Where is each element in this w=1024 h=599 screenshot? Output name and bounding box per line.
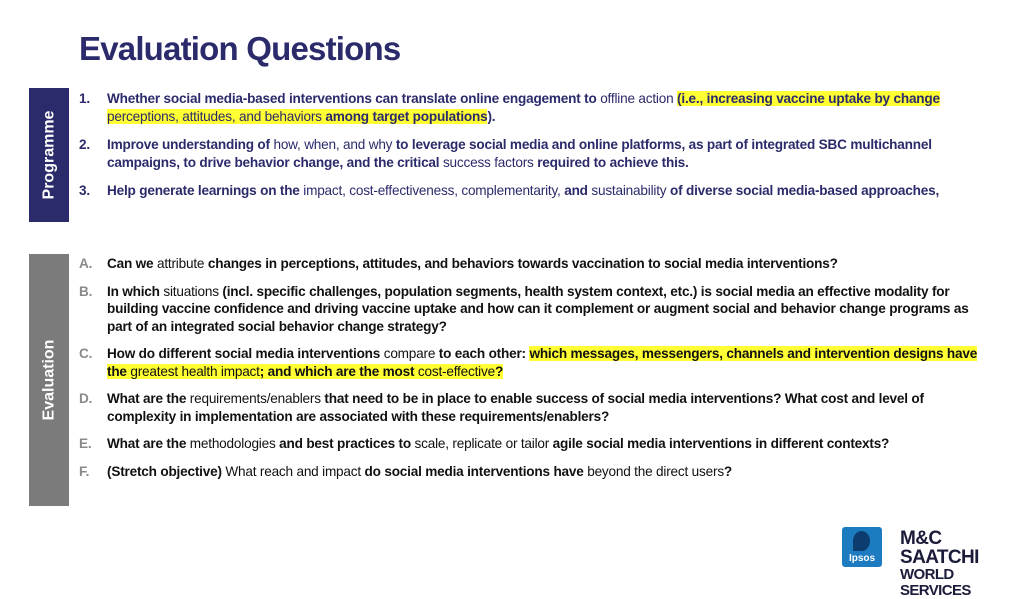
list-marker: F. <box>79 463 90 479</box>
ipsos-logo <box>842 527 882 567</box>
programme-section-tab <box>29 88 69 222</box>
question-text: success factors <box>442 154 534 170</box>
question-text: (Stretch objective) <box>107 463 226 479</box>
question-text: compare <box>383 346 436 361</box>
evaluation-question-e <box>79 435 994 453</box>
question-text: impact, cost-effectiveness, complementarity, <box>303 183 561 198</box>
evaluation-section-tab <box>29 254 69 506</box>
evaluation-question-d <box>79 390 994 425</box>
question-text: required to achieve this. <box>533 154 689 170</box>
question-text: ? <box>723 463 733 479</box>
question-text: methodologies <box>189 436 276 451</box>
question-text: greatest health impact <box>130 363 260 379</box>
question-text: What are the <box>107 436 190 451</box>
question-text: How do different social media interventions <box>107 346 384 361</box>
mc-saatchi-logo-line1: M&C SAATCHI <box>900 528 979 568</box>
list-marker: A. <box>79 256 93 271</box>
programme-question-3 <box>79 182 994 200</box>
question-text: What are the <box>107 391 190 406</box>
question-text: Help generate learnings on the <box>107 183 304 198</box>
programme-questions-list <box>79 90 994 211</box>
question-text: offline action <box>600 91 678 106</box>
question-text: of diverse social media-based approaches, <box>666 183 940 198</box>
question-text: agile social media interventions in different contexts? <box>549 436 890 451</box>
question-text: perceptions, attitudes, and behaviors <box>107 108 322 124</box>
list-marker: B. <box>79 283 93 299</box>
question-text: and best practices to <box>275 436 415 451</box>
question-text: to each other: <box>435 346 530 361</box>
question-text: and <box>560 183 592 198</box>
question-text: attribute <box>156 256 205 271</box>
question-text: In which <box>107 283 164 299</box>
list-marker: C. <box>79 346 93 361</box>
question-text: requirements/enablers <box>189 391 321 406</box>
question-text: scale, replicate or tailor <box>414 436 550 451</box>
question-text: What reach and impact <box>225 463 361 479</box>
evaluation-questions-list <box>79 255 994 490</box>
programme-question-1 <box>79 90 994 125</box>
list-marker: 1. <box>79 91 90 106</box>
evaluation-question-f <box>79 463 994 481</box>
list-marker: D. <box>79 391 93 406</box>
question-text: ). <box>487 108 496 124</box>
list-marker: 3. <box>79 183 90 198</box>
page-title: Evaluation Questions <box>79 30 401 67</box>
question-text: ? <box>494 363 504 379</box>
question-text: which messages, messengers, channels and intervention designs have the <box>107 346 978 379</box>
question-text: sustainability <box>591 183 667 198</box>
question-text: to leverage social media and online platforms, as part of integrated SBC multichannel campaigns, to drive behavior change, and the critical <box>107 137 932 170</box>
question-text: that need to be in place to enable success of social media interventions? What cost and level of complexity in implementation are associated with these requirements/enablers? <box>107 391 924 424</box>
mc-saatchi-logo <box>900 529 1008 599</box>
question-text: cost-effective <box>417 363 495 379</box>
question-text: changes in perceptions, attitudes, and behaviors towards vaccination to social media interventions? <box>204 256 838 271</box>
question-text: (i.e., increasing vaccine uptake by change <box>677 91 940 106</box>
question-text: beyond the direct users <box>587 463 724 479</box>
evaluation-question-a <box>79 255 994 273</box>
programme-question-2 <box>79 136 994 171</box>
ipsos-mark-icon <box>853 531 870 551</box>
evaluation-question-c <box>79 345 994 380</box>
question-text: ; and which are the most <box>259 363 418 379</box>
question-text: Can we <box>107 256 157 271</box>
question-text: how, when, and why <box>273 137 393 152</box>
list-marker: 2. <box>79 137 90 152</box>
list-marker: E. <box>79 436 92 451</box>
question-text: (incl. specific challenges, population segments, health system context, etc.) is social media an effective modality for building vaccine confidence and driving vaccine uptake and how can it complement or augment social and behavior change programs as part of an integrated social behavior change strategy? <box>107 283 969 334</box>
evaluation-question-b <box>79 283 994 336</box>
ipsos-logo-text: Ipsos <box>848 553 876 564</box>
question-text: situations <box>163 283 219 299</box>
question-text: among target populations <box>321 108 488 124</box>
question-text: do social media interventions have <box>360 463 588 479</box>
programme-tab-label: Programme <box>40 110 58 200</box>
question-text: Whether social media-based interventions can translate online engagement to <box>107 91 601 106</box>
question-text: Improve understanding of <box>107 137 274 152</box>
evaluation-tab-label: Evaluation <box>40 339 57 421</box>
mc-saatchi-logo-line2: WORLD SERVICES <box>900 566 971 599</box>
